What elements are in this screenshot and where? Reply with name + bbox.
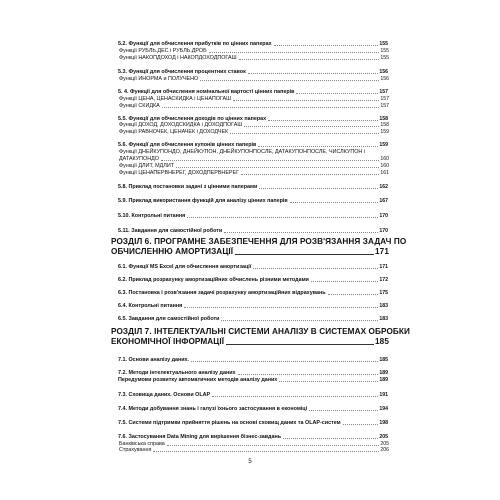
toc-entry-page: 205 xyxy=(380,441,389,447)
chapter-heading xyxy=(111,237,407,257)
dot-leader xyxy=(274,45,379,46)
toc-entry xyxy=(119,156,389,162)
dot-leader xyxy=(296,93,378,94)
chapter-heading-line1: РОЗДІЛ 7. ІНТЕЛЕКТУАЛЬНІ СИСТЕМИ АНАЛІЗУ В СИСТЕМАХ ОБРОБКИ xyxy=(111,327,410,336)
toc-entry xyxy=(119,103,389,109)
toc-entry-title: 7.2. Методи інтелектуального аналізу даних xyxy=(118,370,236,376)
toc-entry-title: Функції ДЛИТ, МДЛИТ xyxy=(119,163,175,169)
dot-leader xyxy=(309,410,378,411)
toc-entry-title: 6.1. Функції MS Excel для обчислення амортизації xyxy=(118,264,252,270)
toc-entry-page: 157 xyxy=(380,96,389,102)
toc-entry-page: 160 xyxy=(380,156,389,162)
dot-leader xyxy=(279,381,378,382)
toc-entry-page: 159 xyxy=(380,129,389,135)
toc-entry xyxy=(118,370,388,376)
toc-entry xyxy=(118,89,388,95)
toc-entry xyxy=(118,277,388,283)
dot-leader xyxy=(283,438,378,439)
toc-entry-page: 189 xyxy=(379,377,388,383)
dot-leader xyxy=(153,451,379,452)
toc-entry xyxy=(118,264,388,270)
chapter-heading-page: 171 xyxy=(375,247,389,256)
toc-entry xyxy=(118,184,388,190)
dot-leader xyxy=(244,126,379,127)
toc-entry-page: 161 xyxy=(380,170,389,176)
chapter-heading-line2 xyxy=(111,337,389,347)
toc-entry xyxy=(118,41,388,47)
dot-leader xyxy=(311,281,378,282)
toc-entry xyxy=(118,142,388,148)
toc-entry-page: 160 xyxy=(380,163,389,169)
dot-leader xyxy=(258,146,378,147)
toc-entry-page: 175 xyxy=(379,290,388,296)
dot-leader xyxy=(176,167,379,168)
toc-entry-title: 5.10. Контрольні питання xyxy=(118,213,186,219)
dot-leader xyxy=(328,294,379,295)
toc-entry-title: 6.4. Контрольні питання xyxy=(118,303,183,309)
toc-entry xyxy=(119,149,389,155)
dot-leader xyxy=(248,73,379,74)
chapter-heading-line1: РОЗДІЛ 6. ПРОГРАМНЕ ЗАБЕЗПЕЧЕННЯ ДЛЯ РОЗВ'ЯЗАННЯ ЗАДАЧ ПО xyxy=(111,237,407,246)
toc-entry xyxy=(118,228,388,234)
toc-entry xyxy=(118,316,388,322)
toc-entry-title: Функції ДОХОД, ДОХОДСКИДКА і ДОХОДПОГАШ xyxy=(119,122,243,128)
dot-leader xyxy=(224,232,378,233)
toc-entry xyxy=(118,290,388,296)
dot-leader xyxy=(253,268,378,269)
toc-entry-page: 158 xyxy=(380,122,389,128)
toc-entry-page: 183 xyxy=(379,303,388,309)
toc-entry xyxy=(119,96,389,102)
toc-entry-title: Функції ЦЕНА, ЦЕНАСКИДКА і ЦЕНАПОГАШ xyxy=(119,96,232,102)
toc-entry-page: 194 xyxy=(379,406,388,412)
toc-entry-title: 7.1. Основи аналізу даних. xyxy=(118,357,190,363)
dot-leader xyxy=(238,374,379,375)
toc-entry-title: 7.5. Системи підтримки прийняття рішень на основі сховищ даних та OLAP-систем xyxy=(118,420,341,426)
toc-entry-page: 167 xyxy=(379,198,388,204)
toc-entry xyxy=(118,377,388,383)
toc-entry-title: Функції ИНОРМА и ПОЛУЧЕНО xyxy=(119,76,199,82)
toc-entry-title: 5.2. Функції для обчислення прибутків по цінних паперах xyxy=(118,41,272,47)
toc-entry-page: 185 xyxy=(379,357,388,363)
toc-entry-page: 155 xyxy=(379,41,388,47)
toc-entry xyxy=(118,303,388,309)
toc-entry-page: 205 xyxy=(379,434,388,440)
toc-entry-title: Функції СКИДКА xyxy=(119,103,160,109)
toc-entry-title: ДАТАКУПОНДО xyxy=(119,156,159,162)
toc-entry-title: Страхування xyxy=(119,447,152,453)
toc-entry xyxy=(119,129,389,135)
chapter-heading-title: ОБЧИСЛЕННЮ АМОРТИЗАЦІЇ xyxy=(111,247,234,256)
toc-entry xyxy=(118,392,388,398)
toc-entry-page: 157 xyxy=(379,89,388,95)
toc-entry xyxy=(118,213,388,219)
toc-entry-title: 6.5. Завдання для самостійної роботи xyxy=(118,316,220,322)
toc-entry-title: 7.6. Застосування Data Mining для вирішення бізнес-завдань xyxy=(118,434,282,440)
toc-entry-title: 5.6. Функції для обчислення купонів цінних паперів xyxy=(118,142,257,148)
toc-entry-title: Функції ДНЕЙКУПОНДО, ДНЕЙКУПОН, ДНЕЙКУПОНПОСЛЕ, ДАТАКУПОНПОСЛЕ, ЧИСЛКУПОН і xyxy=(119,149,365,155)
toc-entry-title: 5.9. Приклад використання функцій для аналізу цінних паперів xyxy=(118,198,288,204)
toc-entry-page: 170 xyxy=(379,213,388,219)
toc-entry xyxy=(119,163,389,169)
dot-leader xyxy=(259,188,378,189)
dot-leader xyxy=(233,100,379,101)
toc-entry-page: 162 xyxy=(379,184,388,190)
dot-leader xyxy=(241,174,379,175)
toc-entry-page: 172 xyxy=(379,277,388,283)
toc-entry-page: 198 xyxy=(379,420,388,426)
toc-entry-page: 156 xyxy=(379,69,388,75)
toc-entry-page: 171 xyxy=(379,264,388,270)
toc-entry xyxy=(119,55,389,61)
dot-leader xyxy=(200,80,379,81)
page-number: 5 xyxy=(248,459,252,465)
toc-entry xyxy=(118,434,388,440)
toc-entry-title: Функції НАКОПДОХОД і НАКОПДОХОДПОГАШ xyxy=(119,55,237,61)
toc-entry xyxy=(118,69,388,75)
toc-entry-title: 5.8. Приклад постановки задачі з цінними паперами xyxy=(118,184,258,190)
chapter-heading-title: ЕКОНОМІЧНОЇ ІНФОРМАЦІЇ xyxy=(111,337,225,346)
toc-entry xyxy=(119,48,389,54)
toc-entry-title: Функції РАВНОЧЕК, ЦЕНАЧЕК і ДОХОДЧЕК xyxy=(119,129,229,135)
heading-leader xyxy=(226,344,374,345)
dot-leader xyxy=(167,445,380,446)
toc-entry xyxy=(119,76,389,82)
toc-entry-page: 158 xyxy=(379,116,388,122)
dot-leader xyxy=(290,202,379,203)
toc-entry-page: 183 xyxy=(379,316,388,322)
dot-leader xyxy=(161,160,379,161)
toc-entry-title: 6.3. Постановка і розв'язання задачі розрахунку амортизаційних відрахувань xyxy=(118,290,326,296)
chapter-heading-line2 xyxy=(111,247,389,257)
toc-entry xyxy=(118,198,388,204)
dot-leader xyxy=(191,361,378,362)
toc-entry-title: Функції РУБЛЬ.ДЕС і РУБЛЬ.ДРОБ xyxy=(119,48,207,54)
toc-entry-page: 156 xyxy=(380,76,389,82)
toc-entry-title: Функції ЦЕНАПЕРВНЕРЕГ, ДОХОДПЕРВНЕРЕГ xyxy=(119,170,240,176)
dot-leader xyxy=(187,217,378,218)
toc-entry-title: 7.3. Сховища даних. Основи OLAP xyxy=(118,392,211,398)
chapter-heading-page: 185 xyxy=(375,337,389,346)
toc-entry-page: 170 xyxy=(379,228,388,234)
toc-entry-page: 155 xyxy=(380,55,389,61)
dot-leader xyxy=(209,52,380,53)
toc-entry-page: 155 xyxy=(380,48,389,54)
toc-entry-title: 5.5. Функції для обчислення доходів по цінних паперах xyxy=(118,116,267,122)
toc-entry-page: 206 xyxy=(380,447,389,453)
toc-entry-title: 6.2. Приклад розрахунку амортизаційних обчислень різними методами xyxy=(118,277,309,283)
toc-entry-page: 189 xyxy=(379,370,388,376)
dot-leader xyxy=(268,120,378,121)
toc-entry xyxy=(118,420,388,426)
toc-entry-page: 191 xyxy=(379,392,388,398)
toc-entry-title: 5.11. Завдання для самостійної роботи xyxy=(118,228,223,234)
chapter-heading xyxy=(111,327,410,347)
toc-entry-page: 157 xyxy=(380,103,389,109)
toc-entry-title: Банківська справа xyxy=(119,441,165,447)
toc-entry-page: 159 xyxy=(379,142,388,148)
dot-leader xyxy=(343,424,379,425)
dot-leader xyxy=(212,396,378,397)
toc-entry-title: 7.4. Методи добування знань і галузі їхнього застосування в економіці xyxy=(118,406,308,412)
dot-leader xyxy=(162,107,380,108)
heading-leader xyxy=(235,254,374,255)
toc-entry xyxy=(119,122,389,128)
dot-leader xyxy=(221,320,378,321)
toc-entry-title: Передумови розвитку автоматичних методів аналізу даних xyxy=(118,377,278,383)
dot-leader xyxy=(184,307,378,308)
toc-entry xyxy=(119,447,389,453)
dot-leader xyxy=(239,59,380,60)
toc-entry-title: 5.3. Функції для обчислення процентних ставок xyxy=(118,69,246,75)
toc-entry xyxy=(118,406,388,412)
toc-entry xyxy=(119,170,389,176)
toc-entry xyxy=(118,357,388,363)
dot-leader xyxy=(230,133,379,134)
toc-entry-title: 5. 4. Функції для обчислення номінальної вартості цінних паперів xyxy=(118,89,295,95)
